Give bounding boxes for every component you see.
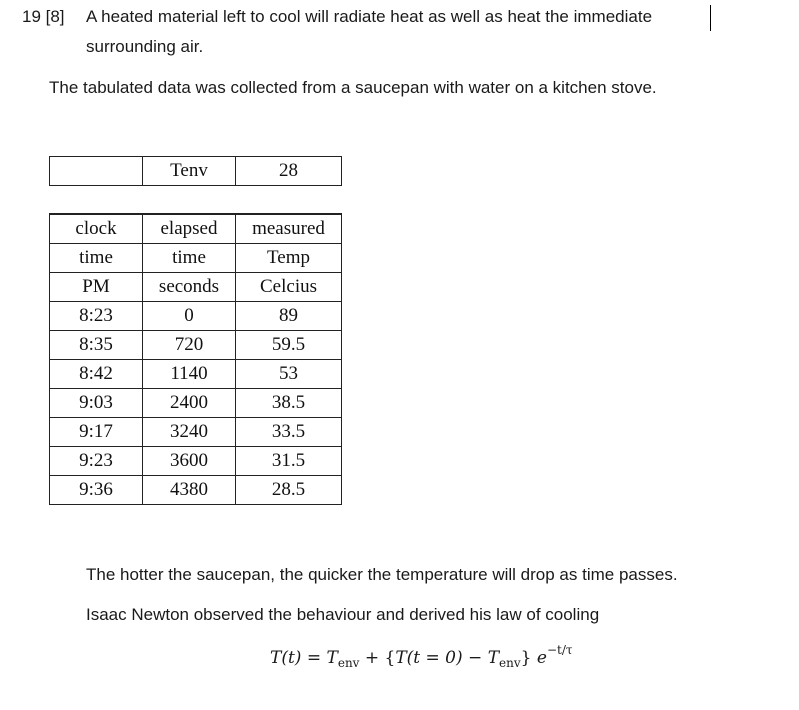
clock-time-cell: 8:35 <box>50 331 143 360</box>
temperature-cell: 59.5 <box>236 331 342 360</box>
formula-close-brace: } <box>520 648 532 668</box>
header-elapsed-cell: time <box>143 244 236 273</box>
text-cursor <box>710 5 711 31</box>
clock-time-cell: 9:03 <box>50 389 143 418</box>
clock-time-cell: 9:17 <box>50 418 143 447</box>
formula-env-t: T <box>326 648 338 668</box>
table-header-row <box>50 244 342 273</box>
table-header-row <box>50 273 342 302</box>
temperature-cell: 38.5 <box>236 389 342 418</box>
formula-exponent: −t/τ <box>546 643 573 657</box>
header-elapsed-cell: elapsed <box>143 214 236 244</box>
paragraph-hotter: The hotter the saucepan, the quicker the temperature will drop as time passes. <box>86 565 678 584</box>
env-value-cell: 28 <box>236 157 342 186</box>
question-text-line1: A heated material left to cool will radiate heat as well as heat the immediate <box>86 7 653 26</box>
header-measured-cell: measured <box>236 214 342 244</box>
header-measured-cell: Celcius <box>236 273 342 302</box>
table-row <box>50 157 342 186</box>
table-row <box>50 418 342 447</box>
temperature-cell: 28.5 <box>236 476 342 505</box>
clock-time-cell: 8:42 <box>50 360 143 389</box>
env-label-cell: Tenv <box>143 157 236 186</box>
elapsed-seconds-cell: 2400 <box>143 389 236 418</box>
table-row <box>50 360 342 389</box>
table-header-row <box>50 214 342 244</box>
formula-env2-sub: env <box>499 656 521 670</box>
formula-env2-t: T <box>487 648 500 668</box>
header-clock-cell: clock <box>50 214 143 244</box>
formula-initial-temp: T(t = 0) − <box>395 648 483 668</box>
header-measured-cell: Temp <box>236 244 342 273</box>
clock-time-cell: 8:23 <box>50 302 143 331</box>
intro-paragraph: The tabulated data was collected from a saucepan with water on a kitchen stove. <box>49 78 657 97</box>
elapsed-seconds-cell: 1140 <box>143 360 236 389</box>
table-row <box>50 476 342 505</box>
table-row <box>50 302 342 331</box>
elapsed-seconds-cell: 3600 <box>143 447 236 476</box>
elapsed-seconds-cell: 720 <box>143 331 236 360</box>
elapsed-seconds-cell: 4380 <box>143 476 236 505</box>
header-clock-cell: time <box>50 244 143 273</box>
header-clock-cell: PM <box>50 273 143 302</box>
formula-env-sub: env <box>337 656 360 670</box>
elapsed-seconds-cell: 0 <box>143 302 236 331</box>
table-row <box>50 389 342 418</box>
temperature-cell: 53 <box>236 360 342 389</box>
question-number: 19 [8] <box>22 7 65 26</box>
cooling-data-table <box>49 213 342 505</box>
temperature-cell: 31.5 <box>236 447 342 476</box>
paragraph-newton: Isaac Newton observed the behaviour and derived his law of cooling <box>86 605 600 624</box>
formula-plus-brace: + { <box>364 648 396 668</box>
clock-time-cell: 9:23 <box>50 447 143 476</box>
table-row <box>50 447 342 476</box>
cooling-law-formula <box>270 643 573 670</box>
temperature-cell: 33.5 <box>236 418 342 447</box>
table-cell-empty <box>50 157 143 186</box>
temperature-cell: 89 <box>236 302 342 331</box>
environment-temperature-table <box>49 156 342 186</box>
clock-time-cell: 9:36 <box>50 476 143 505</box>
elapsed-seconds-cell: 3240 <box>143 418 236 447</box>
table-row <box>50 331 342 360</box>
question-text-line2: surrounding air. <box>86 37 204 56</box>
formula-lhs: T(t) = <box>270 648 322 668</box>
header-elapsed-cell: seconds <box>143 273 236 302</box>
formula-exp-base: e <box>536 648 547 668</box>
